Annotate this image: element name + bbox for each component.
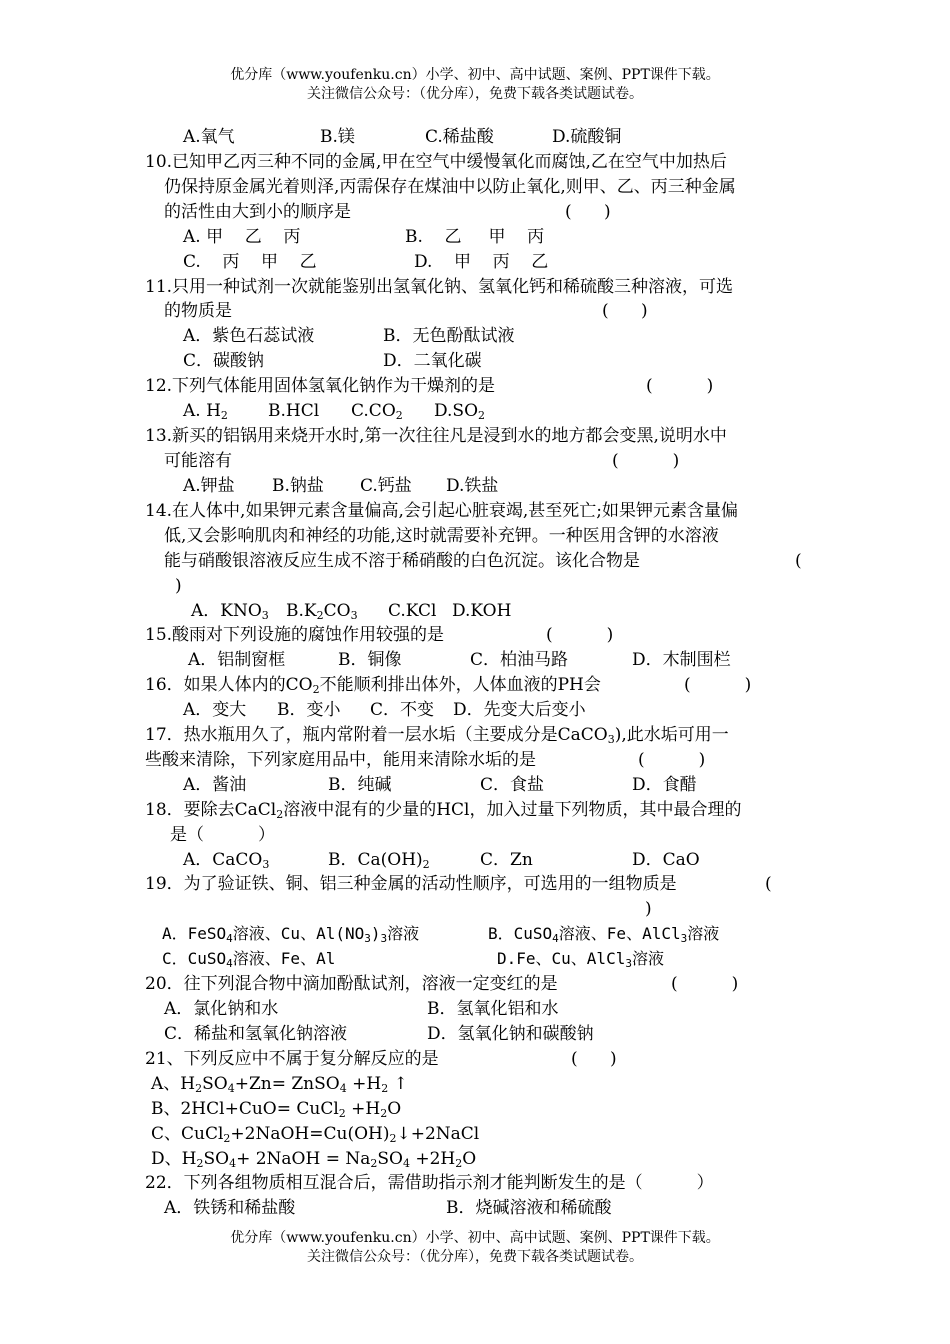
q9-option-c: C.稀盐酸: [425, 127, 494, 147]
q11-answer-paren: ( ): [602, 301, 648, 321]
q10-option-b: B. 乙 甲 丙: [405, 227, 545, 247]
q15-answer-paren: ( ): [546, 625, 614, 645]
q12-answer-paren: ( ): [646, 376, 714, 396]
q15-option-a: A．铝制窗框: [188, 650, 286, 670]
q19-option-b: B．CuSO$_4$溶液、Fe、AlCl$_3$溶液: [488, 924, 720, 945]
q19-answer-paren-open: (: [765, 874, 772, 894]
header-line-1: 优分库（www.youfenku.cn）小学、初中、高中试题、案例、PPT课件下载。: [230, 67, 720, 83]
q14-option-a: A．$KNO_3$: [191, 601, 269, 622]
q15-stem: 15.酸雨对下列设施的腐蚀作用较强的是: [145, 625, 445, 645]
q12-option-a: A. $H_2$: [183, 401, 228, 422]
q18-option-b: B．$Ca(OH)_2$: [328, 850, 430, 871]
q10-answer-paren: ( ): [565, 202, 611, 222]
q19-option-d: D.Fe、Cu、AlCl$_3$溶液: [497, 949, 664, 970]
q14-answer-paren-open: (: [795, 551, 802, 571]
q9-option-b: B.镁: [320, 127, 355, 147]
q15-option-d: D．木制围栏: [632, 650, 731, 670]
footer-line-2: 关注微信公众号：（优分库），免费下载各类试题试卷。: [307, 1249, 643, 1265]
q19-option-c: C．CuSO$_4$溶液、Fe、Al: [162, 949, 336, 970]
q17-option-d: D．食醋: [632, 775, 697, 795]
q16-option-b: B．变小: [277, 700, 341, 720]
q20-option-d: D．氢氧化钠和碳酸钠: [427, 1024, 594, 1044]
q12-option-b: B.HCl: [268, 401, 320, 421]
q13-stem-line-1: 13.新买的铝锅用来烧开水时,第一次往往凡是浸到水的地方都会变黑,说明水中: [145, 426, 727, 446]
q17-option-b: B．纯碱: [328, 775, 392, 795]
q14-stem-line-3: 能与硝酸银溶液反应生成不溶于稀硝酸的白色沉淀。该化合物是: [164, 551, 640, 571]
q18-option-c: C．Zn: [480, 850, 533, 870]
q21-option-d: D、$H_2SO_4+$ 2NaOH = $Na_2SO_4 +2H_2O$: [151, 1149, 477, 1170]
q13-option-a: A.钾盐: [183, 476, 235, 496]
q17-option-a: A．酱油: [183, 775, 247, 795]
q16-option-d: D．先变大后变小: [453, 700, 586, 720]
q11-stem-line-2: 的物质是: [164, 301, 232, 321]
q14-option-c: C.KCl: [388, 601, 437, 621]
q11-stem-line-1: 11.只用一种试剂一次就能鉴别出氢氧化钠、氢氧化钙和稀硫酸三种溶液，可选: [145, 277, 734, 297]
q10-stem-line-1: 10.已知甲乙丙三种不同的金属,甲在空气中缓慢氧化而腐蚀,乙在空气中加热后: [145, 152, 727, 172]
footer-line-1: 优分库（www.youfenku.cn）小学、初中、高中试题、案例、PPT课件下载。: [230, 1230, 720, 1246]
q20-option-a: A．氯化钠和水: [164, 999, 279, 1019]
q12-option-d: $D.SO_2$: [434, 401, 486, 422]
q16-option-a: A．变大: [183, 700, 247, 720]
q13-option-b: B.钠盐: [272, 476, 324, 496]
q13-option-c: C.钙盐: [360, 476, 412, 496]
q9-option-d: D.硫酸铜: [552, 127, 622, 147]
q14-option-b: $B.K_2CO_3$: [286, 601, 358, 622]
q11-option-a: A．紫色石蕊试液: [183, 326, 315, 346]
q18-stem-line-1: 18．要除去CaCl$_2$溶液中混有的少量的HCl，加入过量下列物质，其中最合理的: [145, 800, 742, 821]
q10-option-d: D. 甲 丙 乙: [414, 252, 549, 272]
q18-option-a: A．CaCO$_3$: [183, 850, 270, 871]
q12-option-c: $C.CO_2$: [351, 401, 403, 422]
q18-option-d: D．CaO: [632, 850, 700, 870]
q22-option-b: B．烧碱溶液和稀硫酸: [446, 1198, 612, 1218]
q10-option-c: C. 丙 甲 乙: [183, 252, 317, 272]
q11-option-d: D．二氧化碳: [383, 351, 482, 371]
q14-answer-paren-close: ): [175, 576, 182, 596]
q14-stem-line-2: 低,又会影响肌肉和神经的功能,这时就需要补充钾。一种医用含钾的水溶液: [164, 526, 719, 546]
q11-option-c: C．碳酸钠: [183, 351, 265, 371]
q20-stem: 20．往下列混合物中滴加酚酞试剂，溶液一定变红的是: [145, 974, 558, 994]
q21-option-a: A、$H_2SO_4+Zn=$ ZnSO$_4$ $+H_2$ ↑: [151, 1074, 408, 1095]
q14-stem-line-1: 14.在人体中,如果钾元素含量偏高,会引起心脏衰竭,甚至死亡;如果钾元素含量偏: [145, 501, 738, 521]
q21-option-b: B、2HCl+CuO= CuCl$_2$ $+H_2O$: [151, 1099, 402, 1120]
q20-answer-paren: ( ): [671, 974, 739, 994]
q20-option-c: C．稀盐和氢氧化钠溶液: [164, 1024, 348, 1044]
q15-option-b: B．铜像: [338, 650, 402, 670]
q12-stem: 12.下列气体能用固体氢氧化钠作为干燥剂的是: [145, 376, 496, 396]
q21-answer-paren: ( ): [571, 1049, 617, 1069]
q14-option-d: D.KOH: [452, 601, 512, 621]
q13-option-d: D.铁盐: [446, 476, 499, 496]
q17-answer-paren: ( ): [638, 750, 706, 770]
q21-stem: 21、下列反应中不属于复分解反应的是: [145, 1049, 439, 1069]
q16-answer-paren: ( ): [684, 675, 752, 695]
q19-option-a: A．FeSO$_4$溶液、Cu、$Al(NO_3)_3$溶液: [162, 924, 420, 945]
q13-answer-paren: ( ): [612, 451, 680, 471]
q11-option-b: B．无色酚酞试液: [383, 326, 515, 346]
q10-stem-line-2: 仍保持原金属光着则泽,丙需保存在煤油中以防止氧化,则甲、乙、丙三种金属: [164, 177, 736, 197]
q22-option-a: A．铁锈和稀盐酸: [164, 1198, 296, 1218]
q15-option-c: C．柏油马路: [470, 650, 569, 670]
q9-option-a: A.氧气: [183, 127, 235, 147]
q22-stem: 22．下列各组物质相互混合后，需借助指示剂才能判断发生的是（ ）: [145, 1173, 714, 1193]
q17-stem-line-1: 17．热水瓶用久了，瓶内常附着一层水垢（主要成分是CaCO$_3$),此水垢可用一: [145, 725, 729, 746]
q10-option-a: A. 甲 乙 丙: [183, 227, 301, 247]
q18-stem-line-2: 是（ ）: [170, 825, 276, 845]
q17-option-c: C．食盐: [480, 775, 545, 795]
q19-stem: 19．为了验证铁、铜、铝三种金属的活动性顺序，可选用的一组物质是: [145, 874, 677, 894]
q16-option-c: C．不变: [370, 700, 435, 720]
q19-answer-paren-close: ): [645, 899, 652, 919]
q21-option-c: C、$CuCl_2+2NaOH=Cu(OH)_2↓+2NaCl$: [151, 1124, 480, 1145]
q16-stem: 16．如果人体内的$CO_2$不能顺利排出体外，人体血液的PH会: [145, 675, 601, 696]
q13-stem-line-2: 可能溶有: [164, 451, 232, 471]
q20-option-b: B．氢氧化铝和水: [427, 999, 559, 1019]
q10-stem-line-3: 的活性由大到小的顺序是: [164, 202, 351, 222]
header-line-2: 关注微信公众号：（优分库），免费下载各类试题试卷。: [307, 86, 643, 102]
q17-stem-line-2: 些酸来清除，下列家庭用品中，能用来清除水垢的是: [145, 750, 536, 770]
